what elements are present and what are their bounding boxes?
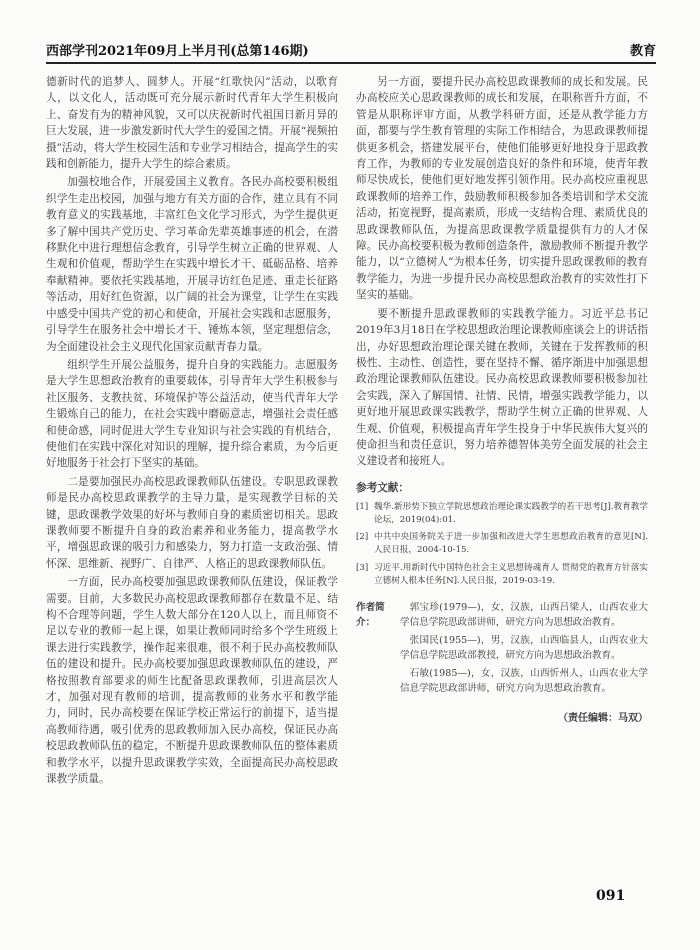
reference-number: [3]	[356, 562, 369, 573]
author-entry: 郭宝珍(1979—)，女，汉族，山西吕梁人，山西农业大学信息学院思政部讲师，研究方向为思想政治教育。	[400, 601, 648, 629]
reference-number: [2]	[356, 532, 369, 543]
reference-item	[356, 531, 648, 557]
references-title: 参考文献：	[356, 481, 409, 494]
author-entry: 张国民(1955—)，男，汉族，山西临县人，山西农业大学信息学院思政部教授，研究方向为思想政治教育。	[400, 634, 648, 662]
page-number: 091	[596, 888, 626, 904]
reference-text: 魏华.新形势下独立学院思想政治理论课实践教学的若干思考[J].教育教学论坛，2019(04):01.	[374, 501, 648, 525]
paragraph: 另一方面，要提升民办高校思政课教师的成长和发展。民办高校应关心思政课教师的成长和发展，在职称晋升方面，不管是从职称评审方面，从教学科研方面，还是从教学能力方面，都要与学生教育管理的实际工作相结合，为思政课教师提供更多机会，搭建发展平台，使他们能够更好地投身于思政教育工作，为教师的专业发展创造良好的条件和环境，使青年教师尽快成长，使他们更好地发挥引领作用。民办高校应重视思政课教师的培养工作，鼓励教师积极参加各类培训和学术交流活动，拓宽视野，提高素质，形成一支结构合理、素质优良的思政课教师队伍，为提高思政课教学质量提供有力的人才保障。民办高校要积极为教师创造条件，激励教师不断提升教学能力，以“立德树人”为根本任务，切实提升思政课教师的教育教学能力，为进一步提升民办高校思想政治教育的实效性打下坚实的基础。	[356, 76, 648, 302]
author-bio	[356, 600, 648, 699]
paragraph: 二是要加强民办高校思政课教师队伍建设。专职思政课教师是民办高校思政课教学的主导力量，是实现教学目标的关键，思政课教学效果的好坏与教师自身的素质密切相关。思政课教师要不断提升自身的政治素养和业务能力，提高教学水平，增强思政课的吸引力和感染力，努力打造一支政治强、情怀深、思维新、视野广、自律严、人格正的思政课教师队伍。	[46, 475, 338, 570]
reference-item	[356, 501, 648, 527]
author-entry: 石敏(1985—)，女，汉族，山西忻州人，山西农业大学信息学院思政部讲师，研究方向为思想政治教育。	[400, 667, 648, 695]
journal-title: 西部学刊2021年09月上半月刊(总第146期)	[46, 44, 309, 59]
paragraph: 德新时代的追梦人、圆梦人。开展“红歌快闪”活动，以歌育人，以文化人，活动既可充分展示新时代青年大学生积极向上、奋发有为的精神风貌，又可以庆祝新时代祖国日新月异的巨大发展，进一步激发新时代大学生的爱国之情。开展“视频拍摄”活动，将大学生校园生活和专业学习相结合，提高学生的实践和创新能力，提升大学生的综合素质。	[46, 76, 338, 171]
paragraph: 加强校地合作，开展爱国主义教育。各民办高校要积极组织学生走出校园，加强与地方有关方面的合作，建立具有不同教育意义的实践基地，丰富红色文化学习形式，为学生提供更多了解中国共产党历史、学习革命先辈英雄事迹的机会，在潜移默化中进行理想信念教育，引导学生树立正确的世界观、人生观和价值观，帮助学生在实践中增长才干、砥砺品格、培养奉献精神。要依托实践基地，开展寻访红色足迹、重走长征路等活动，用好红色资源，以广阔的社会为课堂，让学生在实践中感受中国共产党的初心和使命，开展社会实践和志愿服务，引导学生在服务社会中增长才干、锤炼本领，坚定理想信念，为全面建设社会主义现代化国家贡献青春力量。	[46, 176, 338, 353]
paragraph: 要不断提升思政课教师的实践教学能力。习近平总书记2019年3月18日在学校思想政治理论课教师座谈会上的讲话指出，办好思想政治理论课关键在教师，关键在于发挥教师的积极性、主动性、创造性，要在坚持不懈、循序渐进中加强思想政治理论课教师队伍建设。民办高校思政课教师要积极参加社会实践，深入了解国情、社情、民情，增强实践教学能力，以更好地开展思政课实践教学，帮助学生树立正确的世界观、人生观、价值观，积极提高青年学生投身于中华民族伟大复兴的使命担当和责任意识，努力培养德智体美劳全面发展的社会主义建设者和接班人。	[356, 307, 648, 468]
editor-note: （责任编辑：马双）	[558, 712, 648, 724]
right-column	[356, 74, 648, 724]
reference-text: 中共中央国务院关于进一步加强和改进大学生思想政治教育的意见[N].人民日报，2004-10-15.	[374, 532, 648, 556]
left-column	[46, 74, 338, 789]
paragraph: 一方面，民办高校要加强思政课教师队伍建设，保证教学需要。目前，大多数民办高校思政课教师都存在数量不足、结构不合理等问题，学生人数大部分在120人以上，而且师资不足以专业的教师一起上课，如果让教师同时给多个学生班级上课去进行实践教学，操作起来很难，很不利于民办高校教师队伍的建设和提升。民办高校要加强思政课教师队伍的建设，严格按照教育部要求的师生比配备思政课教师，引进高层次人才，加强对现有教师的培训，提高教师的业务水平和教学能力，同时，民办高校要在保证学校正常运行的前提下，适当提高教师待遇，吸引优秀的思政教师加入民办高校，保证民办高校思政教师队伍的稳定，不断提升思政课教师队伍的整体素质和教学水平，以提升思政课教学实效，全面提高民办高校思政课教学质量。	[46, 576, 338, 786]
reference-text: 习近平.用新时代中国特色社会主义思想铸魂育人 贯彻党的教育方针落实立德树人根本任务[N].人民日报，2019-03-19.	[374, 562, 648, 586]
reference-number: [1]	[356, 501, 369, 512]
author-bio-body	[400, 600, 648, 699]
page-header	[46, 40, 656, 60]
author-bio-label: 作者简介：	[356, 601, 385, 629]
header-rule	[46, 62, 656, 64]
section-title: 教育	[629, 44, 656, 59]
paragraph: 组织学生开展公益服务，提升自身的实践能力。志愿服务是大学生思想政治教育的重要载体，引导青年大学生积极参与社区服务、支教扶贫、环境保护等公益活动，使当代青年大学生锻炼自己的能力，在社会实践中磨砺意志，增强社会责任感和使命感，同时促进大学生专业知识与社会实践的有机结合，使他们在实践中深化对知识的理解，提升综合素质，为今后更好地服务于社会打下坚实的基础。	[46, 358, 338, 470]
reference-item	[356, 562, 648, 588]
